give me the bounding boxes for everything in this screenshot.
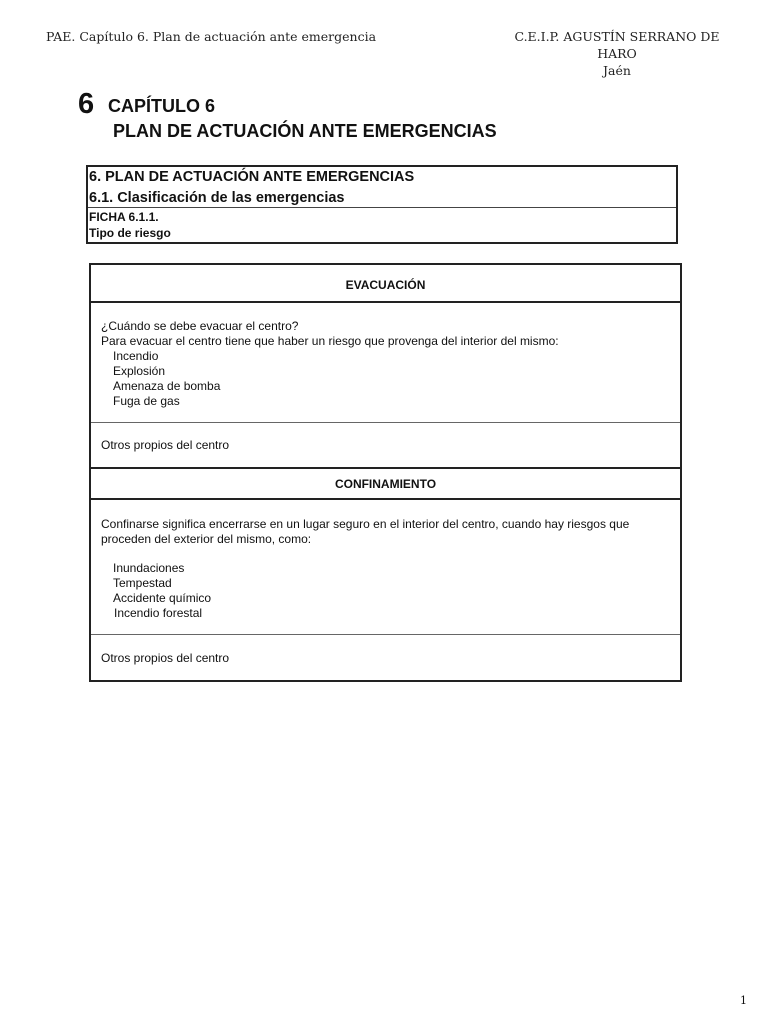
table-divider	[91, 467, 680, 469]
running-header-left: PAE. Capítulo 6. Plan de actuación ante emergencia	[46, 29, 377, 44]
page-number: 1	[740, 994, 747, 1007]
ficha-code: FICHA 6.1.1.	[89, 210, 159, 224]
evacuacion-intro: Para evacuar el centro tiene que haber un riesgo que provenga del interior del mismo:	[101, 334, 559, 348]
table-divider	[91, 301, 680, 303]
ficha-divider	[88, 207, 676, 208]
confinamiento-otros: Otros propios del centro	[101, 651, 230, 665]
evacuacion-item: Explosión	[113, 364, 166, 378]
evacuacion-otros: Otros propios del centro	[101, 438, 230, 452]
evacuacion-item: Amenaza de bomba	[113, 379, 221, 393]
evacuacion-item: Fuga de gas	[113, 394, 180, 408]
confinamiento-item: Incendio forestal	[114, 606, 203, 620]
confinamiento-intro-line2: proceden del exterior del mismo, como:	[101, 532, 312, 546]
table-divider	[91, 498, 680, 500]
confinamiento-intro-line1: Confinarse significa encerrarse en un lugar seguro en el interior del centro, cuando hay riesgos que	[101, 517, 630, 531]
ficha-section-title: 6. PLAN DE ACTUACIÓN ANTE EMERGENCIAS	[89, 169, 415, 185]
risk-type-table	[89, 263, 682, 682]
school-name: C.E.I.P. AGUSTÍN SERRANO DE HARO	[514, 29, 720, 61]
confinamiento-item: Inundaciones	[113, 561, 185, 575]
chapter-number: 6	[78, 88, 95, 120]
ficha-subsection-title: 6.1. Clasificación de las emergencias	[89, 190, 345, 206]
ficha-name: Tipo de riesgo	[89, 226, 171, 240]
confinamiento-item: Accidente químico	[113, 591, 212, 605]
chapter-label: CAPÍTULO 6	[108, 96, 216, 116]
evacuacion-item: Incendio	[113, 349, 159, 363]
evacuacion-question: ¿Cuándo se debe evacuar el centro?	[101, 319, 299, 333]
school-city: Jaén	[603, 63, 631, 78]
table-divider	[91, 634, 680, 635]
ficha-header-box	[86, 165, 678, 244]
evacuacion-heading: EVACUACIÓN	[345, 278, 426, 292]
table-divider	[91, 422, 680, 423]
confinamiento-heading: CONFINAMIENTO	[334, 477, 437, 491]
confinamiento-item: Tempestad	[113, 576, 172, 590]
running-header-right	[497, 28, 737, 79]
chapter-title: PLAN DE ACTUACIÓN ANTE EMERGENCIAS	[113, 121, 497, 141]
